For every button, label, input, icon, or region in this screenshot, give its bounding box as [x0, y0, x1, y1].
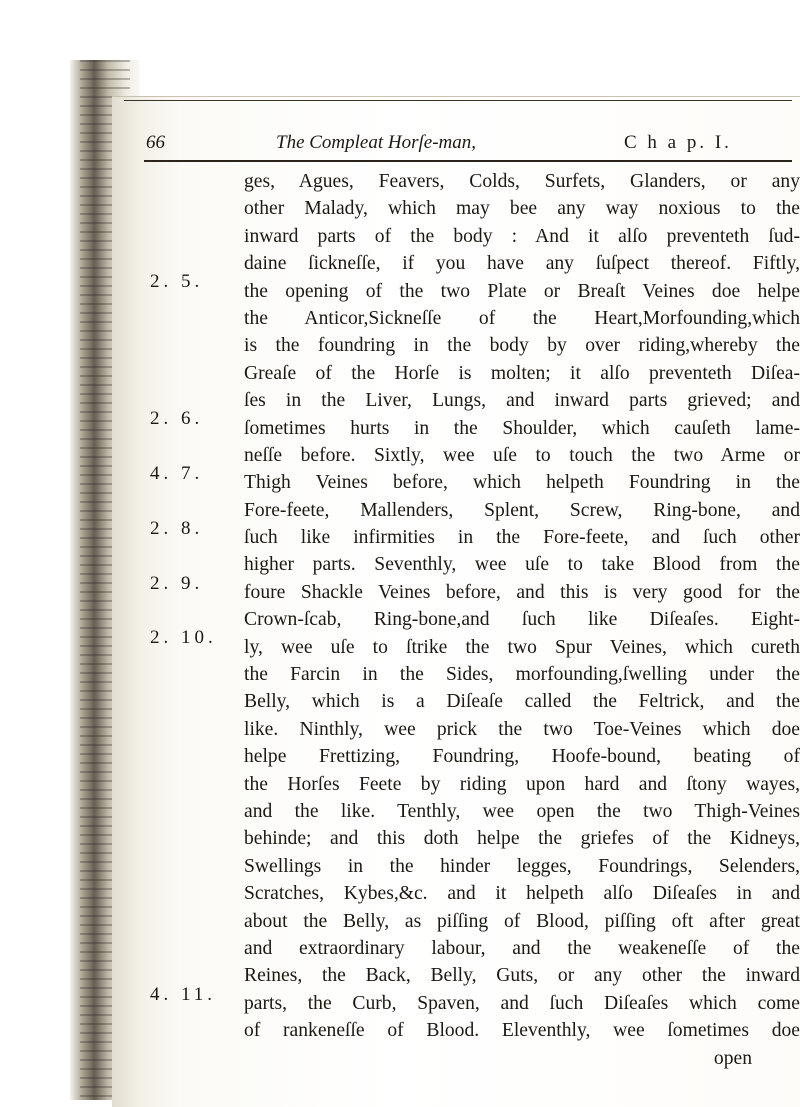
body-text [244, 168, 800, 1072]
header-rule [144, 160, 792, 162]
running-title: The Compleat Horſe-man, [276, 132, 477, 153]
margin-number: 4. 11. [150, 984, 217, 1005]
margin-number: 2. 5. [150, 271, 204, 292]
page-top-edge [124, 100, 792, 101]
text-line: the opening of the two Plate or Breaſt Veines doe helpe [244, 280, 800, 302]
text-line: inward parts of the body : And it alſo preventeth ſud- [244, 225, 800, 247]
text-line: Greaſe of the Horſe is molten; it alſo preventeth Diſea- [244, 362, 800, 384]
margin-number: 4. 7. [150, 463, 204, 484]
text-line: Thigh Veines before, which helpeth Foundring in the [244, 472, 800, 494]
text-line: behinde; and this doth helpe the griefes of the Kidneys, [244, 828, 800, 850]
text-line: Scratches, Kybes,&c. and it helpeth alſo Diſeaſes in and [244, 883, 800, 905]
text-line: ges, Agues, Feavers, Colds, Surfets, Glanders, or any [244, 171, 800, 192]
text-line: is the foundring in the body by over riding,whereby the [244, 335, 800, 357]
text-line: and extraordinary labour, and the weakeneſſe of the [244, 937, 800, 959]
text-line: of rankeneſſe of Blood. Eleventhly, wee ſometimes doe [244, 1020, 800, 1042]
catchword: open [713, 1047, 752, 1069]
text-line: the Horſes Feete by riding upon hard and ſtony wayes, [244, 773, 800, 795]
page-header [146, 128, 792, 158]
text-line: ſes in the Liver, Lungs, and inward parts grieved; and [244, 390, 800, 412]
text-line: Crown-ſcab, Ring-bone,and ſuch like Diſeaſes. Eight- [244, 609, 800, 631]
text-line: Reines, the Back, Belly, Guts, or any other the inward [244, 965, 800, 987]
text-line: other Malady, which may bee any way noxious to the [244, 198, 800, 220]
text-line: like. Ninthly, wee prick the two Toe-Veines which doe [244, 718, 800, 740]
margin-number: 2. 8. [150, 518, 204, 539]
margin-number: 2. 6. [150, 408, 204, 429]
text-line: helpe Frettizing, Foundring, Hoofe-bound, beating of [244, 746, 800, 768]
text-line: ſometimes hurts in the Shoulder, which cauſeth lame- [244, 417, 800, 439]
text-line: Belly, which is a Diſeaſe called the Feltrick, and the [244, 691, 800, 713]
text-line: foure Shackle Veines before, and this is very good for the [244, 581, 800, 603]
text-line: ſuch like infirmities in the Fore-feete, and ſuch other [244, 527, 800, 549]
page-number: 66 [146, 132, 165, 153]
text-line: the Anticor,Sickneſſe of the Heart,Morfounding,which [244, 307, 800, 329]
text-line: the Farcin in the Sides, morfounding,ſwelling under the [244, 664, 800, 686]
text-line: parts, the Curb, Spaven, and ſuch Diſeaſes which come [244, 992, 800, 1014]
chapter-mark: C h a p. I. [624, 132, 732, 153]
text-line: about the Belly, as piſſing of Blood, piſſing oft after great [244, 910, 800, 932]
text-line: ly, wee uſe to ſtrike the two Spur Veines, which cureth [244, 636, 800, 658]
margin-number: 2. 10. [150, 627, 217, 648]
text-line: Fore-feete, Mallenders, Splent, Screw, Ring-bone, and [244, 499, 800, 521]
text-line: daine ſickneſſe, if you have any ſuſpect thereof. Fiftly, [244, 253, 800, 275]
text-line: Swellings in the hinder legges, Foundrings, Selenders, [244, 855, 800, 877]
text-line: neſſe before. Sixtly, wee uſe to touch the two Arme or [244, 444, 800, 466]
text-line: higher parts. Seventhly, wee uſe to take Blood from the [244, 554, 800, 576]
text-line: and the like. Tenthly, wee open the two Thigh-Veines [244, 800, 800, 822]
margin-number: 2. 9. [150, 573, 204, 594]
